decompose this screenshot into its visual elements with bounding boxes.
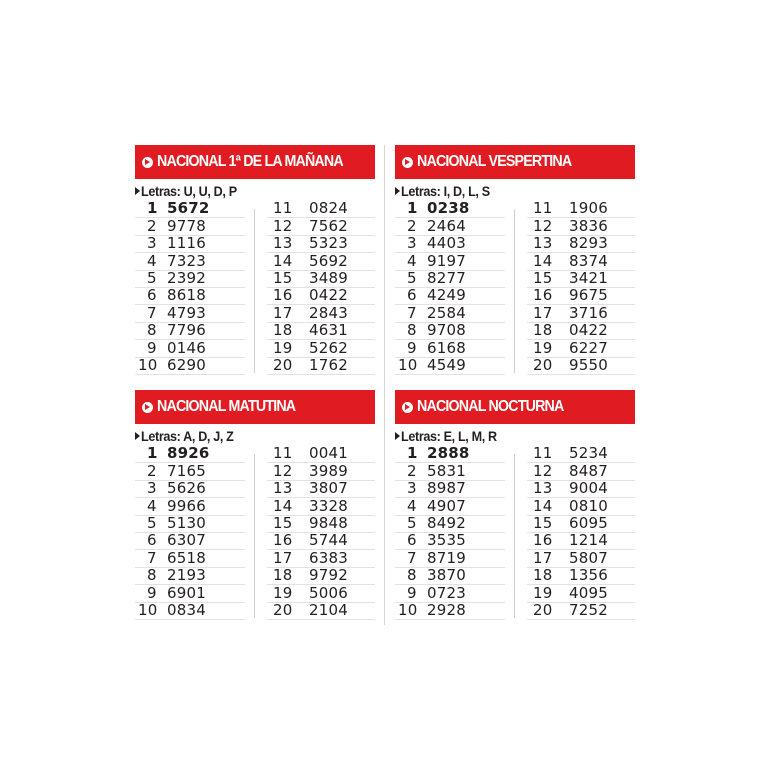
result-row: [135, 498, 245, 515]
result-position: 14: [273, 251, 293, 270]
result-row: [267, 513, 375, 533]
result-position: 8: [407, 321, 417, 340]
result-number: 9848: [309, 513, 348, 532]
result-row: [395, 288, 505, 305]
result-row: [527, 218, 635, 235]
letters-label: Letras: U, U, D, P: [141, 183, 237, 199]
result-position: 3: [147, 479, 157, 498]
result-number: 5672: [167, 199, 210, 218]
result-row: [135, 550, 245, 567]
result-position: 16: [533, 531, 553, 550]
result-position: 17: [533, 548, 553, 567]
result-number: 8277: [427, 268, 466, 287]
result-number: 3421: [569, 268, 608, 287]
result-row: [395, 600, 505, 620]
result-position: 17: [273, 303, 293, 322]
result-position: 13: [273, 479, 293, 498]
result-row: [395, 498, 505, 515]
result-position: 13: [273, 234, 293, 253]
result-position: 12: [273, 216, 293, 235]
result-position: 2: [407, 461, 417, 480]
result-position: 14: [533, 496, 553, 515]
column-divider: [514, 209, 515, 373]
result-position: 16: [273, 286, 293, 305]
result-position: 5: [147, 513, 157, 532]
result-row: [527, 340, 635, 357]
result-position: 17: [273, 548, 293, 567]
result-position: 2: [147, 461, 157, 480]
result-number: 4403: [427, 234, 466, 253]
result-position: 8: [147, 566, 157, 585]
result-row: [135, 236, 245, 253]
result-row: [527, 268, 635, 288]
result-number: 0810: [569, 496, 608, 515]
panel-header: [395, 145, 635, 179]
result-position: 20: [273, 600, 293, 619]
result-position: 12: [533, 216, 553, 235]
result-position: 1: [147, 444, 158, 463]
result-number: 8987: [427, 479, 466, 498]
result-row: [267, 585, 375, 602]
result-row: [395, 463, 505, 480]
result-position: 7: [407, 303, 417, 322]
result-row: [267, 498, 375, 515]
result-position: 6: [407, 531, 417, 550]
result-number: 9778: [167, 216, 206, 235]
result-row: [527, 550, 635, 567]
result-number: 9792: [309, 566, 348, 585]
result-number: 6383: [309, 548, 348, 567]
result-number: 9550: [569, 355, 608, 374]
result-number: 5323: [309, 234, 348, 253]
result-number: 0824: [309, 199, 348, 218]
result-row: [527, 323, 635, 340]
result-row: [267, 268, 375, 288]
result-number: 1116: [167, 234, 206, 253]
result-position: 6: [147, 531, 157, 550]
result-number: 1906: [569, 199, 608, 218]
result-row: [527, 463, 635, 480]
letters-label: Letras: A, D, J, Z: [141, 428, 234, 444]
result-position: 19: [273, 583, 293, 602]
result-row: [395, 513, 505, 533]
result-position: 11: [533, 444, 553, 463]
result-row: [395, 253, 505, 270]
panel-header: [135, 145, 375, 179]
result-position: 9: [407, 338, 417, 357]
result-row: [395, 568, 505, 585]
result-position: 20: [533, 355, 553, 374]
result-position: 2: [407, 216, 417, 235]
result-row: [267, 340, 375, 357]
result-position: 10: [398, 600, 418, 619]
result-number: 5692: [309, 251, 348, 270]
result-row: [267, 305, 375, 322]
column-divider: [514, 454, 515, 618]
results-columns: [395, 446, 635, 622]
result-position: 6: [147, 286, 157, 305]
results-column-1-10: [135, 201, 245, 375]
results-column-11-20: [527, 201, 635, 375]
result-row: [267, 568, 375, 585]
result-position: 11: [273, 444, 293, 463]
result-number: 3870: [427, 566, 466, 585]
result-number: 6307: [167, 531, 206, 550]
result-row: [135, 533, 245, 550]
result-row: [267, 446, 375, 463]
column-divider: [254, 209, 255, 373]
letters-label: Letras: I, D, L, S: [401, 183, 490, 199]
result-row: [135, 305, 245, 322]
result-row: [135, 268, 245, 288]
result-row: [527, 236, 635, 253]
result-position: 4: [407, 251, 417, 270]
result-row: [267, 550, 375, 567]
result-number: 3716: [569, 303, 608, 322]
letters-label: Letras: E, L, M, R: [401, 428, 497, 444]
result-row: [395, 355, 505, 375]
letters-line: [395, 181, 635, 201]
result-number: 8293: [569, 234, 608, 253]
result-number: 3807: [309, 479, 348, 498]
result-position: 15: [273, 268, 293, 287]
result-position: 8: [147, 321, 157, 340]
result-number: 8374: [569, 251, 608, 270]
result-row: [267, 201, 375, 218]
result-position: 18: [273, 566, 293, 585]
results-panel-nacional-primera-manana: [135, 145, 375, 377]
result-row: [267, 463, 375, 480]
triangle-bullet-icon: [135, 187, 140, 195]
result-number: 5831: [427, 461, 466, 480]
result-number: 5262: [309, 338, 348, 357]
result-position: 19: [533, 583, 553, 602]
result-position: 4: [147, 496, 157, 515]
result-position: 1: [147, 199, 158, 218]
result-row: [527, 568, 635, 585]
panel-header: [135, 390, 375, 424]
result-position: 9: [147, 338, 157, 357]
result-row: [135, 585, 245, 602]
result-row: [267, 481, 375, 498]
result-number: 8719: [427, 548, 466, 567]
results-columns: [135, 446, 375, 622]
result-row: [527, 253, 635, 270]
result-row: [135, 355, 245, 375]
panel-header: [395, 390, 635, 424]
result-position: 3: [407, 234, 417, 253]
letters-line: [395, 426, 635, 446]
result-number: 5744: [309, 531, 348, 550]
play-circle-icon: [402, 402, 413, 413]
result-row: [527, 305, 635, 322]
result-position: 10: [398, 355, 418, 374]
result-row: [267, 236, 375, 253]
result-position: 19: [533, 338, 553, 357]
result-row: [135, 253, 245, 270]
result-row: [267, 253, 375, 270]
result-position: 7: [407, 548, 417, 567]
result-number: 2584: [427, 303, 466, 322]
result-position: 9: [147, 583, 157, 602]
result-position: 4: [147, 251, 157, 270]
result-position: 14: [533, 251, 553, 270]
result-position: 5: [147, 268, 157, 287]
result-number: 5006: [309, 583, 348, 602]
result-number: 5807: [569, 548, 608, 567]
center-divider: [384, 145, 385, 625]
panel-title: NACIONAL 1ª DE LA MAÑANA: [157, 153, 343, 170]
result-position: 1: [407, 199, 418, 218]
panel-title: NACIONAL VESPERTINA: [417, 153, 572, 170]
result-position: 17: [533, 303, 553, 322]
result-number: 4631: [309, 321, 348, 340]
result-position: 9: [407, 583, 417, 602]
result-position: 14: [273, 496, 293, 515]
result-position: 15: [533, 268, 553, 287]
result-number: 0238: [427, 199, 470, 218]
result-position: 7: [147, 548, 157, 567]
play-circle-icon: [402, 157, 413, 168]
result-row: [395, 446, 505, 463]
result-position: 13: [533, 479, 553, 498]
triangle-bullet-icon: [395, 187, 400, 195]
results-columns: [135, 201, 375, 377]
triangle-bullet-icon: [135, 432, 140, 440]
result-position: 10: [138, 355, 158, 374]
result-row: [135, 288, 245, 305]
result-row: [527, 533, 635, 550]
result-position: 20: [533, 600, 553, 619]
result-row: [395, 481, 505, 498]
result-number: 6290: [167, 355, 206, 374]
results-column-1-10: [395, 201, 505, 375]
result-row: [267, 288, 375, 305]
result-number: 4793: [167, 303, 206, 322]
results-panel-nacional-matutina: [135, 390, 375, 622]
panel-title: NACIONAL NOCTURNA: [417, 398, 564, 415]
result-number: 4249: [427, 286, 466, 305]
result-number: 6168: [427, 338, 466, 357]
result-number: 0422: [309, 286, 348, 305]
result-row: [135, 323, 245, 340]
result-row: [395, 585, 505, 602]
result-number: 7323: [167, 251, 206, 270]
result-number: 2928: [427, 600, 466, 619]
result-number: 8487: [569, 461, 608, 480]
result-row: [395, 268, 505, 288]
result-row: [135, 568, 245, 585]
result-row: [527, 355, 635, 375]
result-position: 3: [407, 479, 417, 498]
result-row: [395, 550, 505, 567]
result-number: 9708: [427, 321, 466, 340]
result-number: 6518: [167, 548, 206, 567]
result-position: 16: [273, 531, 293, 550]
result-number: 5626: [167, 479, 206, 498]
result-row: [395, 236, 505, 253]
result-position: 20: [273, 355, 293, 374]
panel-title: NACIONAL MATUTINA: [157, 398, 296, 415]
result-number: 2193: [167, 566, 206, 585]
result-row: [135, 481, 245, 498]
result-position: 10: [138, 600, 158, 619]
result-number: 0834: [167, 600, 206, 619]
result-row: [135, 463, 245, 480]
result-position: 12: [533, 461, 553, 480]
result-row: [395, 340, 505, 357]
result-row: [135, 201, 245, 218]
result-row: [395, 218, 505, 235]
result-number: 0041: [309, 444, 348, 463]
result-row: [267, 218, 375, 235]
result-row: [267, 355, 375, 375]
result-row: [267, 323, 375, 340]
results-column-1-10: [135, 446, 245, 620]
result-position: 5: [407, 268, 417, 287]
result-row: [135, 340, 245, 357]
result-position: 19: [273, 338, 293, 357]
result-number: 2843: [309, 303, 348, 322]
result-row: [395, 201, 505, 218]
result-position: 5: [407, 513, 417, 532]
result-row: [135, 513, 245, 533]
result-position: 18: [273, 321, 293, 340]
result-position: 18: [533, 321, 553, 340]
result-row: [395, 533, 505, 550]
result-number: 8618: [167, 286, 206, 305]
result-row: [527, 585, 635, 602]
result-number: 2888: [427, 444, 470, 463]
result-number: 3328: [309, 496, 348, 515]
results-panel-nacional-vespertina: [395, 145, 635, 377]
result-number: 1214: [569, 531, 608, 550]
play-circle-icon: [142, 402, 153, 413]
result-position: 8: [407, 566, 417, 585]
results-column-11-20: [267, 201, 375, 375]
result-row: [135, 218, 245, 235]
results-panel-nacional-nocturna: [395, 390, 635, 622]
result-number: 0422: [569, 321, 608, 340]
result-number: 3989: [309, 461, 348, 480]
result-position: 13: [533, 234, 553, 253]
result-row: [395, 323, 505, 340]
result-row: [267, 533, 375, 550]
letters-line: [135, 426, 375, 446]
result-position: 4: [407, 496, 417, 515]
result-row: [527, 513, 635, 533]
result-row: [527, 600, 635, 620]
results-column-1-10: [395, 446, 505, 620]
result-number: 3535: [427, 531, 466, 550]
result-number: 4907: [427, 496, 466, 515]
result-position: 11: [533, 199, 553, 218]
result-number: 1762: [309, 355, 348, 374]
result-row: [527, 446, 635, 463]
result-position: 1: [407, 444, 418, 463]
play-circle-icon: [142, 157, 153, 168]
result-number: 1356: [569, 566, 608, 585]
result-row: [267, 600, 375, 620]
result-number: 3489: [309, 268, 348, 287]
result-number: 9197: [427, 251, 466, 270]
letters-line: [135, 181, 375, 201]
result-number: 7165: [167, 461, 206, 480]
result-number: 4549: [427, 355, 466, 374]
column-divider: [254, 454, 255, 618]
result-number: 7796: [167, 321, 206, 340]
result-number: 8926: [167, 444, 210, 463]
result-row: [527, 288, 635, 305]
result-number: 5234: [569, 444, 608, 463]
result-row: [395, 305, 505, 322]
result-number: 9966: [167, 496, 206, 515]
result-position: 6: [407, 286, 417, 305]
result-position: 16: [533, 286, 553, 305]
result-position: 7: [147, 303, 157, 322]
result-position: 3: [147, 234, 157, 253]
result-row: [135, 600, 245, 620]
result-row: [527, 498, 635, 515]
result-number: 6227: [569, 338, 608, 357]
result-number: 6901: [167, 583, 206, 602]
result-number: 2104: [309, 600, 348, 619]
result-number: 0146: [167, 338, 206, 357]
result-row: [527, 201, 635, 218]
result-position: 2: [147, 216, 157, 235]
result-position: 11: [273, 199, 293, 218]
result-number: 9675: [569, 286, 608, 305]
results-columns: [395, 201, 635, 377]
result-row: [527, 481, 635, 498]
result-position: 18: [533, 566, 553, 585]
result-row: [135, 446, 245, 463]
results-column-11-20: [527, 446, 635, 620]
result-number: 2392: [167, 268, 206, 287]
result-number: 0723: [427, 583, 466, 602]
result-number: 7562: [309, 216, 348, 235]
result-position: 15: [273, 513, 293, 532]
triangle-bullet-icon: [395, 432, 400, 440]
result-number: 4095: [569, 583, 608, 602]
result-number: 6095: [569, 513, 608, 532]
result-number: 9004: [569, 479, 608, 498]
result-number: 5130: [167, 513, 206, 532]
result-position: 12: [273, 461, 293, 480]
result-position: 15: [533, 513, 553, 532]
result-number: 2464: [427, 216, 466, 235]
result-number: 3836: [569, 216, 608, 235]
result-number: 7252: [569, 600, 608, 619]
result-number: 8492: [427, 513, 466, 532]
results-column-11-20: [267, 446, 375, 620]
